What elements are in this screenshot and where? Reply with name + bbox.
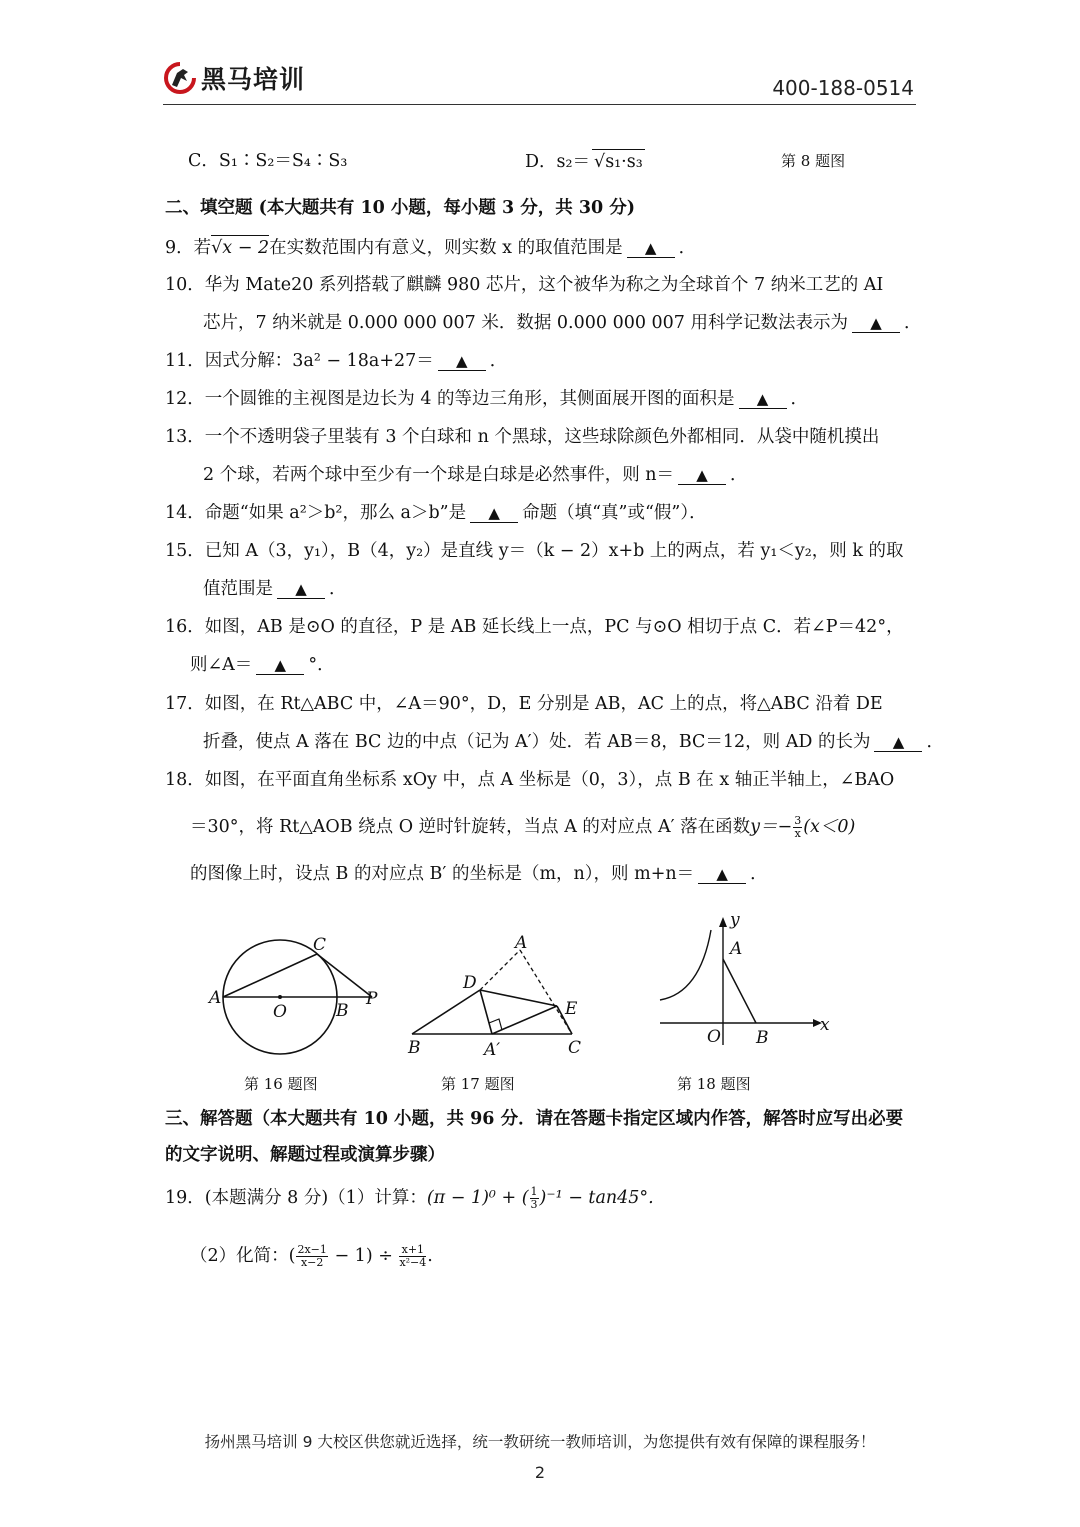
da-prime (480, 990, 492, 1034)
answer-blank: ▲ (698, 865, 746, 884)
label: E (565, 999, 578, 1019)
q16-line1: 16．如图，AB 是⊙O 的直径，P 是 AB 延长线上一点，PC 与⊙O 相切于点 C．若∠P＝42°， (165, 617, 904, 637)
label: y (730, 910, 740, 930)
q17-line2: 折叠，使点 A 落在 BC 边的中点（记为 A′）处．若 AB＝8，BC＝12，则 AD 的长为 ▲ ． (203, 732, 944, 752)
q10-line2: 芯片，7 纳米就是 0.000 000 007 米．数据 0.000 000 007 用科学记数法表示为 ▲ ． (203, 313, 922, 333)
q15-line1: 15．已知 A（3，y₁），B（4，y₂）是直线 y＝（k − 2）x+b 上的两点，若 y₁＜y₂，则 k 的取 (165, 541, 904, 561)
label: O (707, 1027, 721, 1047)
horse-logo-icon (163, 61, 197, 95)
q8-option-d: D．s₂＝ √s₁·s₃ (525, 149, 645, 174)
fold-de (480, 990, 557, 1006)
answer-blank: ▲ (678, 466, 726, 485)
label: A (515, 933, 528, 953)
q14: 14．命题“如果 a²＞b²，那么 a＞b”是 ▲ 命题（填“真”或“假”）． (165, 503, 707, 523)
answer-blank: ▲ (739, 390, 787, 409)
answer-blank: ▲ (874, 733, 922, 752)
fraction: $\frac{x+1}{\text{x²−4}}$ (399, 1243, 427, 1269)
label: B (408, 1038, 421, 1058)
footer-note: 扬州黑马培训 9 大校区供您就近选择，统一教研统一教师培训，为您提供有效有保障的课程服务！ (204, 1433, 876, 1451)
center-dot (278, 995, 282, 999)
q9: 9．若√x − 2在实数范围内有意义，则实数 x 的取值范围是 ▲ ． (165, 235, 696, 260)
answer-blank: ▲ (256, 656, 304, 675)
tangent-pc (317, 954, 372, 997)
section3-line2: 的文字说明、解题过程或演算步骤） (165, 1145, 445, 1165)
y-arrow (719, 917, 727, 927)
q17-line1: 17．如图，在 Rt△ABC 中，∠A＝90°，D，E 分别是 AB，AC 上的点，将△ABC 沿着 DE (165, 694, 883, 714)
label: x (820, 1015, 830, 1035)
page-number: 2 (534, 1463, 546, 1482)
q12: 12．一个圆锥的主视图是边长为 4 的等边三角形，其侧面展开图的面积是 ▲ ． (165, 389, 809, 409)
segment-ab (723, 959, 756, 1023)
label: C (568, 1038, 582, 1058)
figure-18-caption: 第 18 题图 (677, 1075, 751, 1093)
label: B (336, 1001, 349, 1021)
q13-line2: 2 个球，若两个球中至少有一个球是白球是必然事件，则 n＝ ▲ ． (203, 465, 748, 485)
label: A (209, 988, 222, 1008)
header-rule (163, 104, 916, 105)
q16-line2: 则∠A＝ ▲ °． (190, 655, 335, 675)
phone-number: 400-188-0514 (772, 76, 914, 100)
figure-16 (200, 930, 400, 1065)
figure-17 (400, 932, 600, 1062)
hyperbola (660, 930, 711, 1000)
label: A (730, 939, 743, 959)
section3-line1: 三、解答题（本大题共有 10 小题，共 96 分．请在答题卡指定区域内作答，解答时应写出必要 (165, 1109, 904, 1129)
label: O (273, 1002, 287, 1022)
answer-blank: ▲ (438, 352, 486, 371)
fraction: $\frac{2x-1}{x-2}$ (297, 1243, 327, 1269)
label: A′ (484, 1040, 501, 1060)
q19-part2: （2）化简：( $\frac{2x-1}{x-2}$ − 1) ÷ $\frac{x+1}{\text{x²−4}}$ . (190, 1243, 433, 1269)
label: P (366, 989, 378, 1009)
label: C (313, 935, 327, 955)
answer-blank: ▲ (627, 239, 675, 258)
figure-16-caption: 第 16 题图 (244, 1075, 318, 1093)
q8-fig-caption: 第 8 题图 (781, 152, 846, 170)
fraction: $\frac{3}{x}$ (794, 814, 802, 840)
q18-line2: ＝30°，将 Rt△AOB 绕点 O 逆时针旋转，当点 A 的对应点 A′ 落在函数y＝− $\frac{3}{x}$ (x＜0) (190, 814, 856, 840)
fraction: $\frac{1}{3}$ (530, 1185, 538, 1211)
figure-18 (650, 905, 840, 1055)
side-bd (412, 990, 480, 1034)
section2-title: 二、填空题 (本大题共有 10 小题，每小题 3 分，共 30 分) (165, 198, 636, 218)
brand-name: 黑马培训 (201, 65, 306, 94)
q19-part1: 19．(本题满分 8 分)（1）计算：(π − 1)⁰ + ( $\frac{1}{3}$ )⁻¹ − tan45°. (165, 1185, 654, 1211)
label: D (463, 973, 477, 993)
label: B (756, 1028, 769, 1048)
answer-blank: ▲ (852, 314, 900, 333)
answer-blank: ▲ (277, 580, 325, 599)
q11: 11．因式分解：3a² − 18a+27＝ ▲ ． (165, 351, 508, 371)
q10-line1: 10．华为 Mate20 系列搭载了麒麟 980 芯片，这个被华为称之为全球首个 7 纳米工艺的 AI (165, 275, 884, 295)
dashed-ad (480, 950, 520, 990)
logo (163, 60, 313, 96)
q18-line1: 18．如图，在平面直角坐标系 xOy 中，点 A 坐标是（0，3），点 B 在 x 轴正半轴上，∠BAO (165, 770, 895, 790)
dashed-ac (520, 950, 572, 1034)
q18-line3: 的图像上时，设点 B 的对应点 B′ 的坐标是（m，n），则 m+n＝ ▲ ． (190, 864, 768, 884)
q15-line2: 值范围是 ▲ ． (203, 579, 347, 599)
figure-17-caption: 第 17 题图 (441, 1075, 515, 1093)
q13-line1: 13．一个不透明袋子里装有 3 个白球和 n 个黑球，这些球除颜色外都相同．从袋中随机摸出 (165, 427, 880, 447)
answer-blank: ▲ (470, 504, 518, 523)
q8-option-c: C．S₁∶S₂＝S₄∶S₃ (188, 151, 348, 171)
